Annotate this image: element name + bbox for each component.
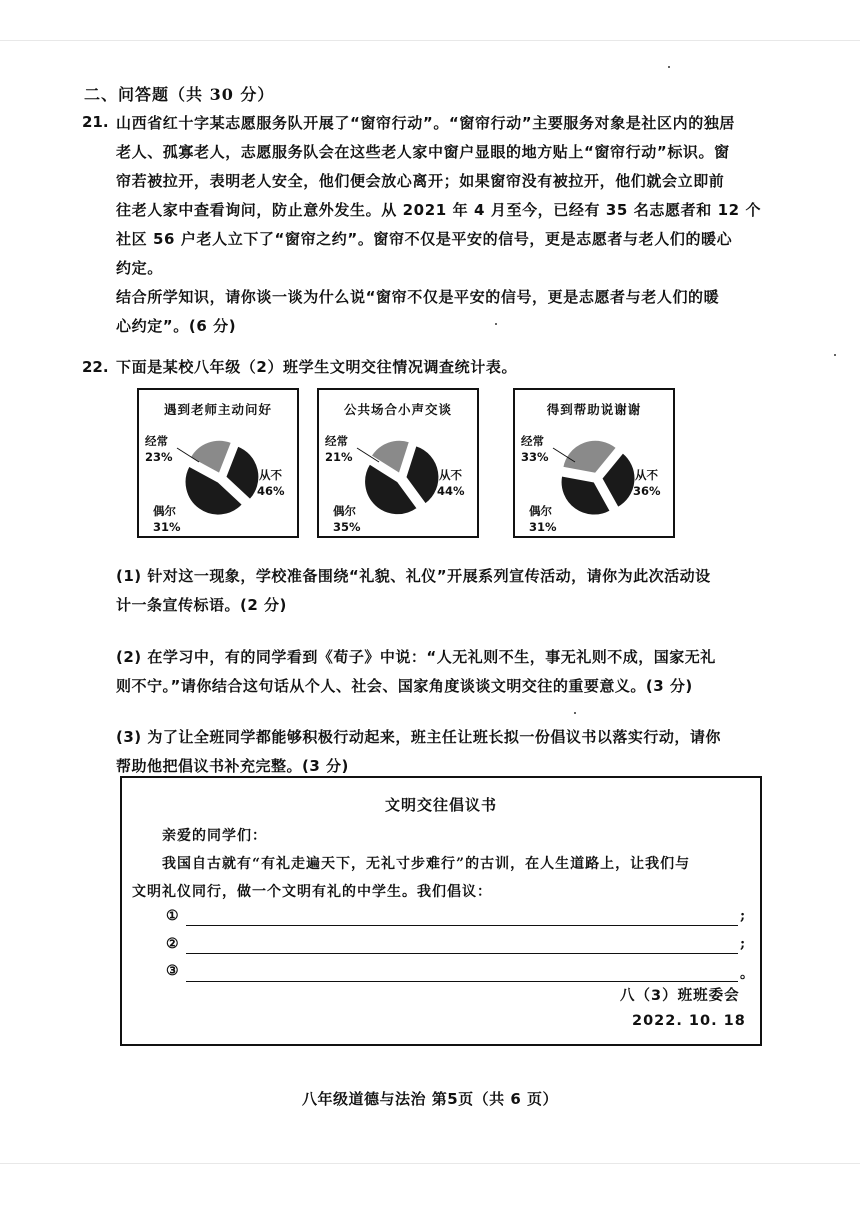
proposal-letter-box	[120, 776, 762, 1046]
sub-question-line: 计一条宣传标语。(2 分)	[116, 596, 287, 614]
question-22-number: 22.	[82, 358, 109, 376]
pie-value-often: 23%	[145, 450, 173, 464]
bottom-divider	[0, 1163, 860, 1164]
top-divider	[0, 40, 860, 41]
pie-label-often: 经常	[325, 434, 348, 448]
item-1-end: ;	[740, 908, 747, 924]
pie-label-sometimes: 偶尔	[153, 504, 176, 518]
letter-greeting: 亲爱的同学们：	[162, 828, 267, 844]
q21-question-line: 心约定”。(6 分)	[116, 317, 237, 335]
pie-chart-greeting-teacher	[137, 388, 299, 538]
letter-title: 文明交往倡议书	[384, 796, 497, 814]
answer-line-1[interactable]	[186, 925, 738, 926]
pie-label-never: 从不	[439, 468, 462, 482]
question-21-body	[116, 109, 766, 341]
q21-line: 往老人家中查看询问，防止意外发生。从 2021 年 4 月至今，已经有 35 名志愿者和 12 个	[116, 201, 762, 219]
q21-question-line: 结合所学知识，请你谈一谈为什么说“窗帘不仅是平安的信号，更是志愿者与老人们的暖	[116, 288, 720, 306]
sub-question-3	[116, 723, 766, 781]
pie-value-often: 33%	[521, 450, 549, 464]
pie-slice-sometimes	[602, 453, 635, 507]
section-title: 二、问答题（共 30 分）	[84, 85, 275, 104]
pie-slice-never	[561, 476, 610, 515]
letter-body-line: 我国自古就有“有礼走遍天下，无礼寸步难行”的古训，在人生道路上，让我们与	[162, 856, 691, 872]
pie-label-often: 经常	[521, 434, 544, 448]
pie-label-never: 从不	[635, 468, 658, 482]
pie-value-never: 46%	[257, 484, 285, 498]
letter-signature: 八（3）班班委会	[620, 988, 740, 1004]
pie-chart-quiet-talk	[317, 388, 479, 538]
item-3-end: 。	[740, 966, 755, 982]
q21-line: 社区 56 户老人立下了“窗帘之约”。窗帘不仅是平安的信号，更是志愿者与老人们的暖心	[116, 230, 733, 248]
sub-question-line: (1) 针对这一现象，学校准备围绕“礼貌、礼仪”开展系列宣传活动，请你为此次活动设	[116, 567, 711, 585]
pie-label-often: 经常	[145, 434, 168, 448]
chart-title: 公共场合小声交谈	[343, 402, 452, 417]
sub-question-line: (2) 在学习中，有的同学看到《荀子》中说：“人无礼则不生，事无礼则不成，国家无礼	[116, 648, 716, 666]
page-footer: 八年级道德与法治 第5页（共 6 页）	[301, 1090, 559, 1108]
pie-slice-often	[190, 440, 231, 473]
q21-line: 老人、孤寡老人，志愿服务队会在这些老人家中窗户显眼的地方贴上“窗帘行动”标识。窗	[116, 143, 730, 161]
item-3-marker: ③	[166, 963, 180, 979]
q21-line: 约定。	[116, 259, 163, 277]
sub-question-1	[116, 562, 766, 620]
question-21-number: 21.	[82, 113, 109, 131]
sub-question-2	[116, 643, 766, 701]
scan-speck	[495, 323, 497, 325]
pie-slice-sometimes	[226, 446, 259, 499]
scan-speck	[574, 712, 576, 714]
pie-value-sometimes: 35%	[333, 520, 361, 534]
pie-value-never: 36%	[633, 484, 661, 498]
question-22-intro: 下面是某校八年级（2）班学生文明交往情况调查统计表。	[116, 358, 518, 376]
chart-title: 遇到老师主动问好	[163, 402, 272, 417]
item-2-marker: ②	[166, 936, 180, 952]
pie-label-sometimes: 偶尔	[333, 504, 356, 518]
pie-chart-say-thanks	[513, 388, 675, 538]
item-1-marker: ①	[166, 908, 180, 924]
sub-question-line: 则不宁。”请你结合这句话从个人、社会、国家角度谈谈文明交往的重要意义。(3 分)	[116, 677, 693, 695]
pie-value-sometimes: 31%	[153, 520, 181, 534]
sub-question-line: 帮助他把倡议书补充完整。(3 分)	[116, 757, 349, 775]
letter-date: 2022. 10. 18	[632, 1013, 746, 1029]
pie-value-sometimes: 31%	[529, 520, 557, 534]
pie-label-sometimes: 偶尔	[529, 504, 552, 518]
q21-line: 山西省红十字某志愿服务队开展了“窗帘行动”。“窗帘行动”主要服务对象是社区内的独居	[116, 114, 736, 132]
scan-speck	[834, 354, 836, 356]
pie-value-often: 21%	[325, 450, 353, 464]
q21-line: 帘若被拉开，表明老人安全，他们便会放心离开；如果窗帘没有被拉开，他们就会立即前	[116, 172, 725, 190]
letter-body-line: 文明礼仪同行，做一个文明有礼的中学生。我们倡议：	[132, 884, 492, 900]
pie-slice-sometimes	[406, 446, 439, 504]
chart-title: 得到帮助说谢谢	[546, 402, 642, 417]
pie-value-never: 44%	[437, 484, 465, 498]
item-2-end: ;	[740, 936, 747, 952]
pie-slice-often	[563, 440, 616, 473]
answer-line-2[interactable]	[186, 953, 738, 954]
scan-speck	[668, 66, 670, 68]
pie-label-never: 从不	[259, 468, 282, 482]
answer-line-3[interactable]	[186, 981, 738, 982]
sub-question-line: (3) 为了让全班同学都能够积极行动起来，班主任让班长拟一份倡议书以落实行动，请你	[116, 728, 721, 746]
